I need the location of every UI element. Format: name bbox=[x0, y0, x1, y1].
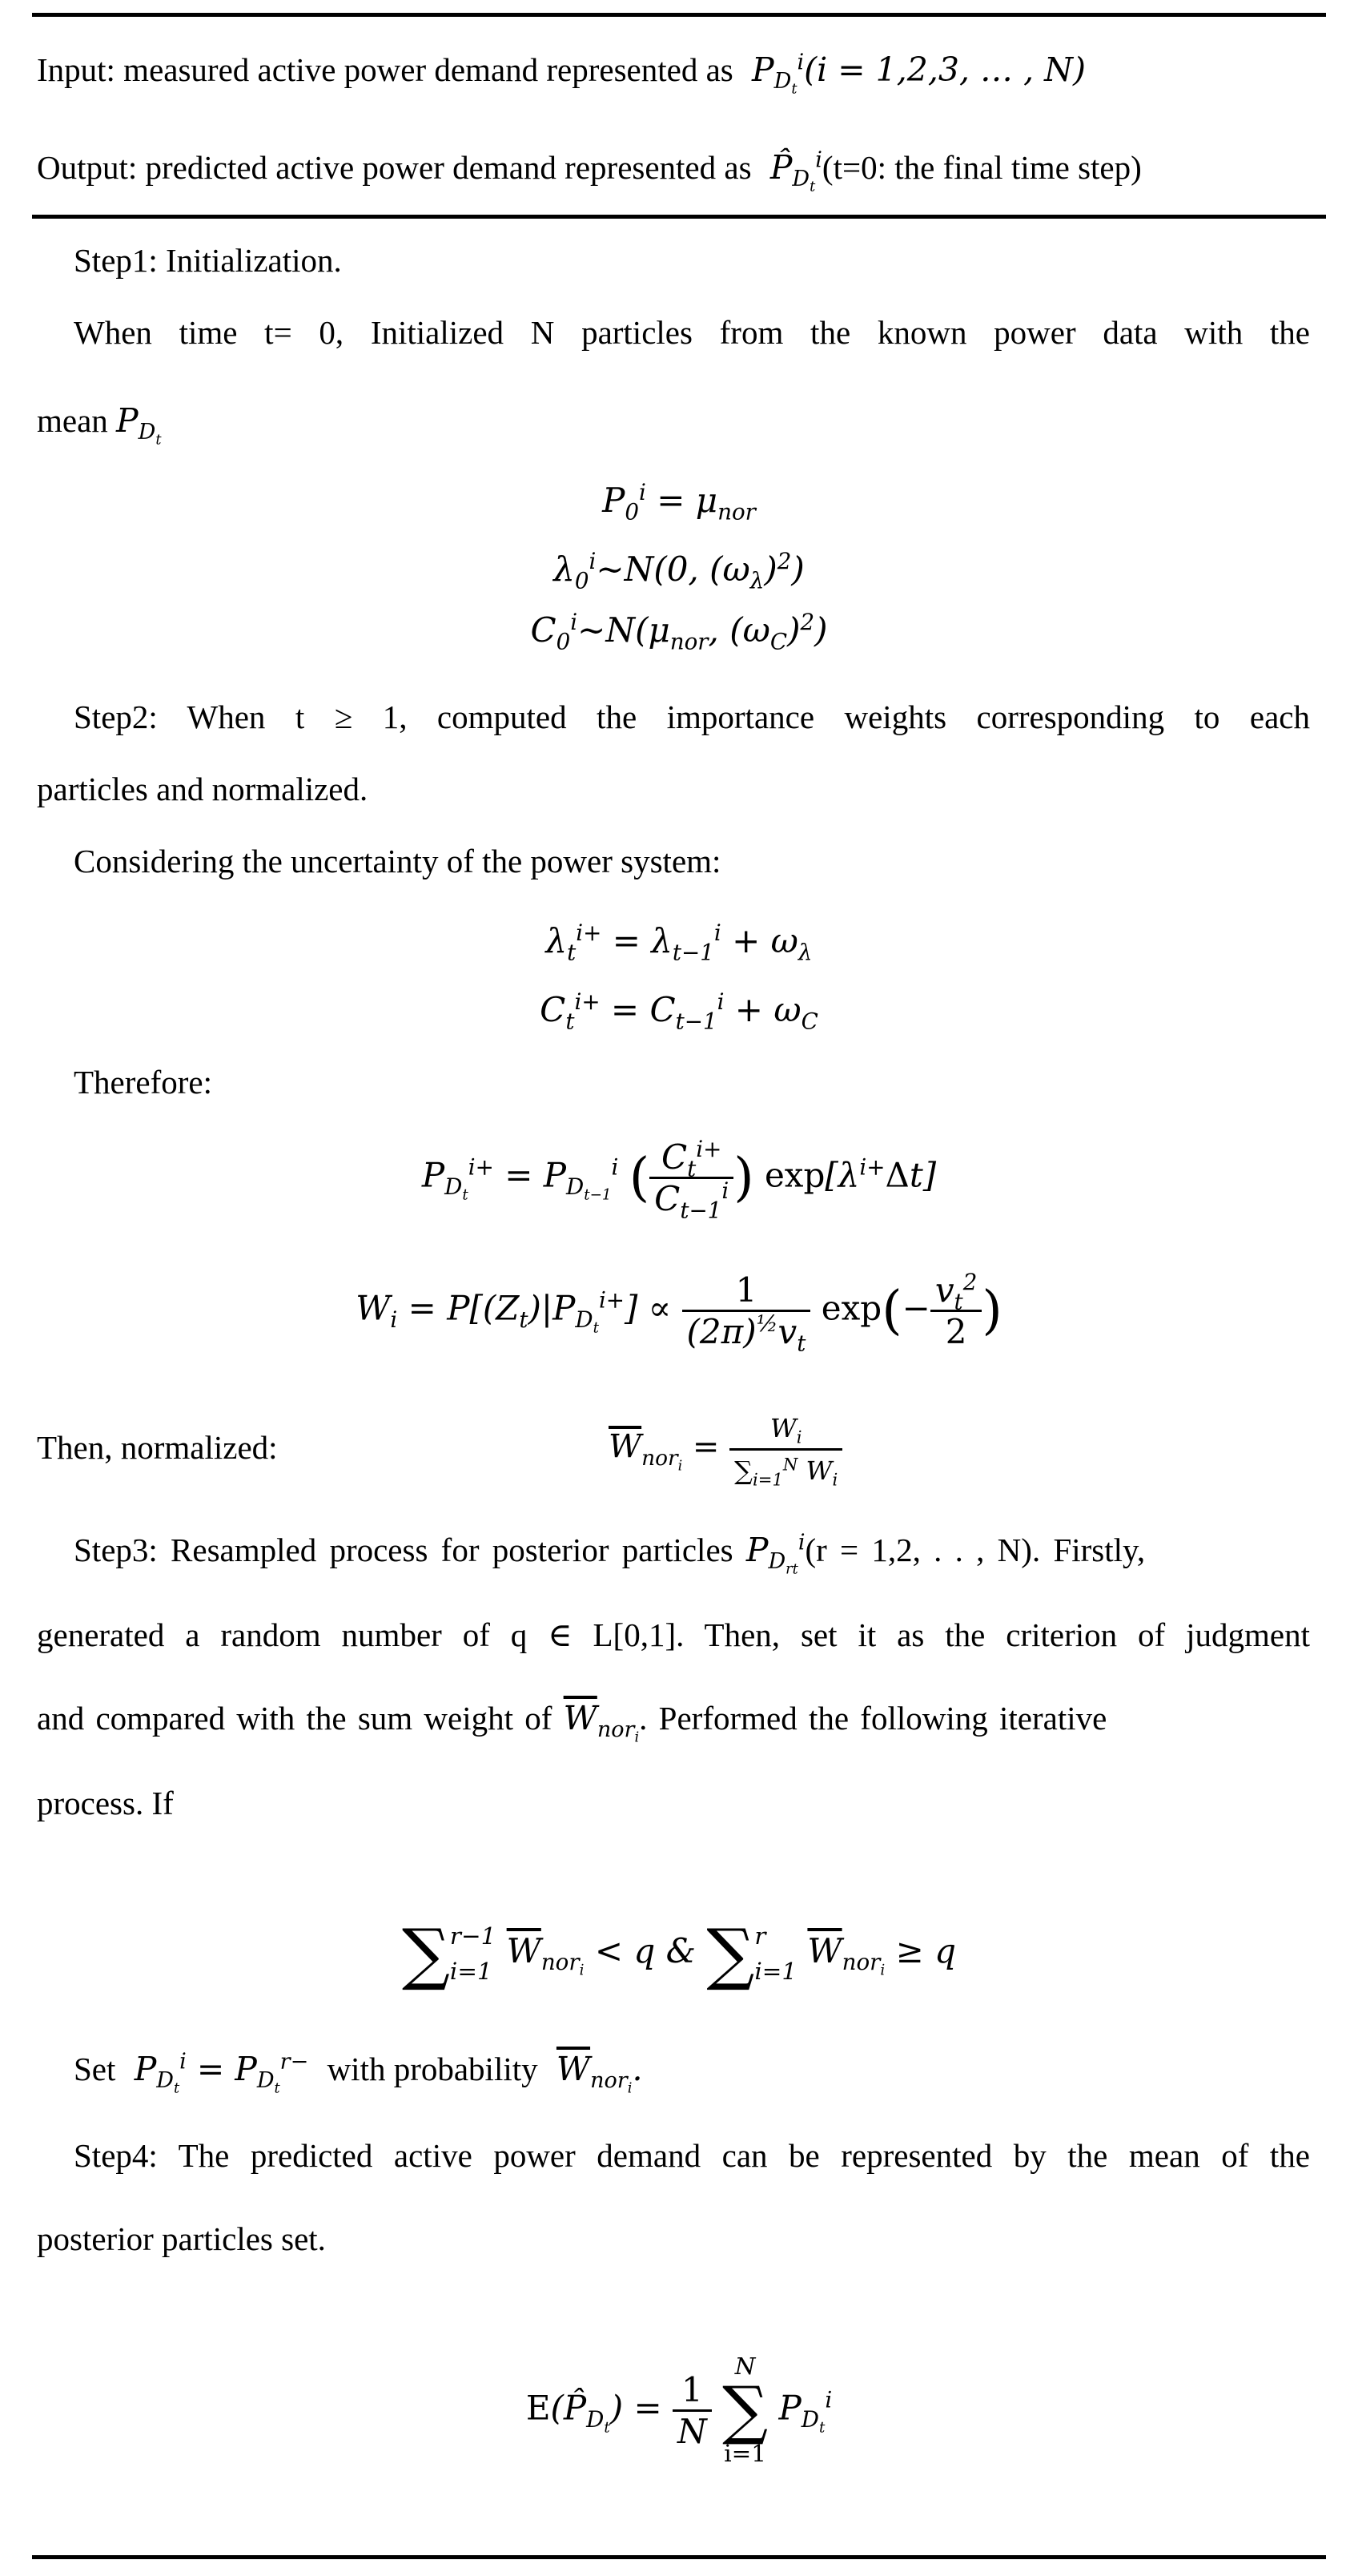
top-rule bbox=[32, 13, 1326, 17]
step3-line3 bbox=[37, 1698, 1107, 1746]
step3-set-line bbox=[74, 2049, 643, 2097]
eq-weight: $W_i = P[(Z_t)|P_{D_t}^{i+}]$ ∝ $\frac{1}{(2\pi)^{\frac{1}{2}}v_t}$ exp(− $\frac{v_t^2}{2}$ ) bbox=[356, 1269, 1002, 1357]
eq-p-update: $P_{D_t}^{i+} = P_{D_{t-1}}^i$ ( $\frac{C_t^{i+}}{C_{t-1}^i}$ ) $\exp[\lambda^{i+}\Delta t]$ bbox=[421, 1136, 937, 1224]
step1-title: Step1: Initialization. bbox=[74, 242, 342, 279]
output-symbol: $P̂_{D_t}^i$ bbox=[759, 147, 822, 195]
header-rule bbox=[32, 215, 1326, 219]
step1-line2 bbox=[37, 400, 162, 449]
eq-init-p: $P_0^i = \mu_{nor}$ bbox=[602, 479, 756, 525]
step3-line3-head: and compared with the sum weight of bbox=[37, 1700, 552, 1737]
step2-therefore: Therefore: bbox=[74, 1064, 212, 1101]
posterior-symbol: $P_{D_{rt}}^i$ bbox=[745, 1530, 806, 1578]
output-suffix: (t=0: the final time step) bbox=[822, 149, 1142, 186]
input-symbol: $P_{D_t}^i$ bbox=[741, 50, 805, 98]
step2-line3: Considering the uncertainty of the power system: bbox=[74, 843, 721, 879]
input-line bbox=[37, 50, 1087, 98]
step4-line2: posterior particles set. bbox=[37, 2220, 326, 2257]
mean-symbol: $P_{D_t}$ bbox=[116, 401, 162, 449]
step2-line1: Step2: When t ≥ 1, computed the importance weights corresponding to each bbox=[74, 698, 1310, 735]
step3-line1 bbox=[74, 1530, 1146, 1578]
eq-init-c: $C_0^i\sim N(\mu_{nor}$, $(\omega_C)^2$) bbox=[530, 609, 828, 655]
input-label: Input: measured active power demand represented as bbox=[37, 51, 733, 88]
set-equation: $P_{D_t}^i = P_{D_t}^{r-}$ bbox=[123, 2049, 309, 2097]
sum-weight-symbol: $\overline{W}_{nor_i}$ bbox=[563, 1699, 640, 1746]
output-label: Output: predicted active power demand represented as bbox=[37, 149, 752, 186]
eq-expectation: $E(P̂_{D_t})$ = $\frac{1}{N}$ N ∑ i=1 $P_{D_t}^i$ bbox=[525, 2353, 833, 2468]
bottom-rule bbox=[32, 2555, 1326, 2559]
step3-line1-tail: (r = 1,2, . . , N). Firstly, bbox=[805, 1532, 1146, 1568]
probability-symbol: $\overline{W}_{nor_i}$. bbox=[556, 2050, 643, 2097]
step3-line2: generated a random number of q ∈ L[0,1]. Then, set it as the criterion of judgment bbox=[37, 1616, 1310, 1653]
eq-resample-criterion: ∑ r−1 i=1 $\overline{W}_{nor_i} < q$ & ∑ r i=1 $\overline{W}_{nor_i} \ge q$ bbox=[401, 1914, 957, 1993]
step4-line1: Step4: The predicted active power demand can be represented by the mean of the bbox=[74, 2137, 1310, 2174]
eq-c-update: $C_t^{i+} = C_{t-1}^i + \omega_C$ bbox=[540, 988, 818, 1035]
step1-mean-label: mean bbox=[37, 402, 108, 439]
set-label: Set bbox=[74, 2051, 116, 2087]
step2-line2: particles and normalized. bbox=[37, 771, 368, 807]
eq-lambda-update: $\lambda_t^{i+} = \lambda_{t-1}^i + \omega_\lambda$ bbox=[545, 920, 813, 966]
step3-line3-tail: . Performed the following iterative bbox=[639, 1700, 1107, 1737]
eq-init-p-rhs: = μ bbox=[657, 481, 718, 520]
eq-init-lambda: $\lambda_0^i\sim N(0$, $(\omega_\lambda)^2$) bbox=[553, 548, 805, 594]
output-line bbox=[37, 147, 1142, 195]
eq-init-lambda-rhs: ~N(0, (ω bbox=[596, 549, 750, 589]
step3-line4: process. If bbox=[37, 1785, 174, 1821]
eq-normalize: $\overline{W}_{nor_i}$ = $\frac{W_i}{\sum_{i=1}^N W_i}$ bbox=[609, 1408, 842, 1491]
step2-then-normalized: Then, normalized: bbox=[37, 1429, 278, 1466]
step3-line1-head: Step3: Resampled process for posterior particles bbox=[74, 1532, 733, 1568]
step1-line1: When time t= 0, Initialized N particles from the known power data with the bbox=[74, 314, 1310, 351]
probability-label: with probability bbox=[327, 2051, 538, 2087]
input-range: (i = 1,2,3, … , N) bbox=[804, 50, 1087, 89]
eq-init-c-rhs: ~N(μ bbox=[577, 610, 670, 650]
